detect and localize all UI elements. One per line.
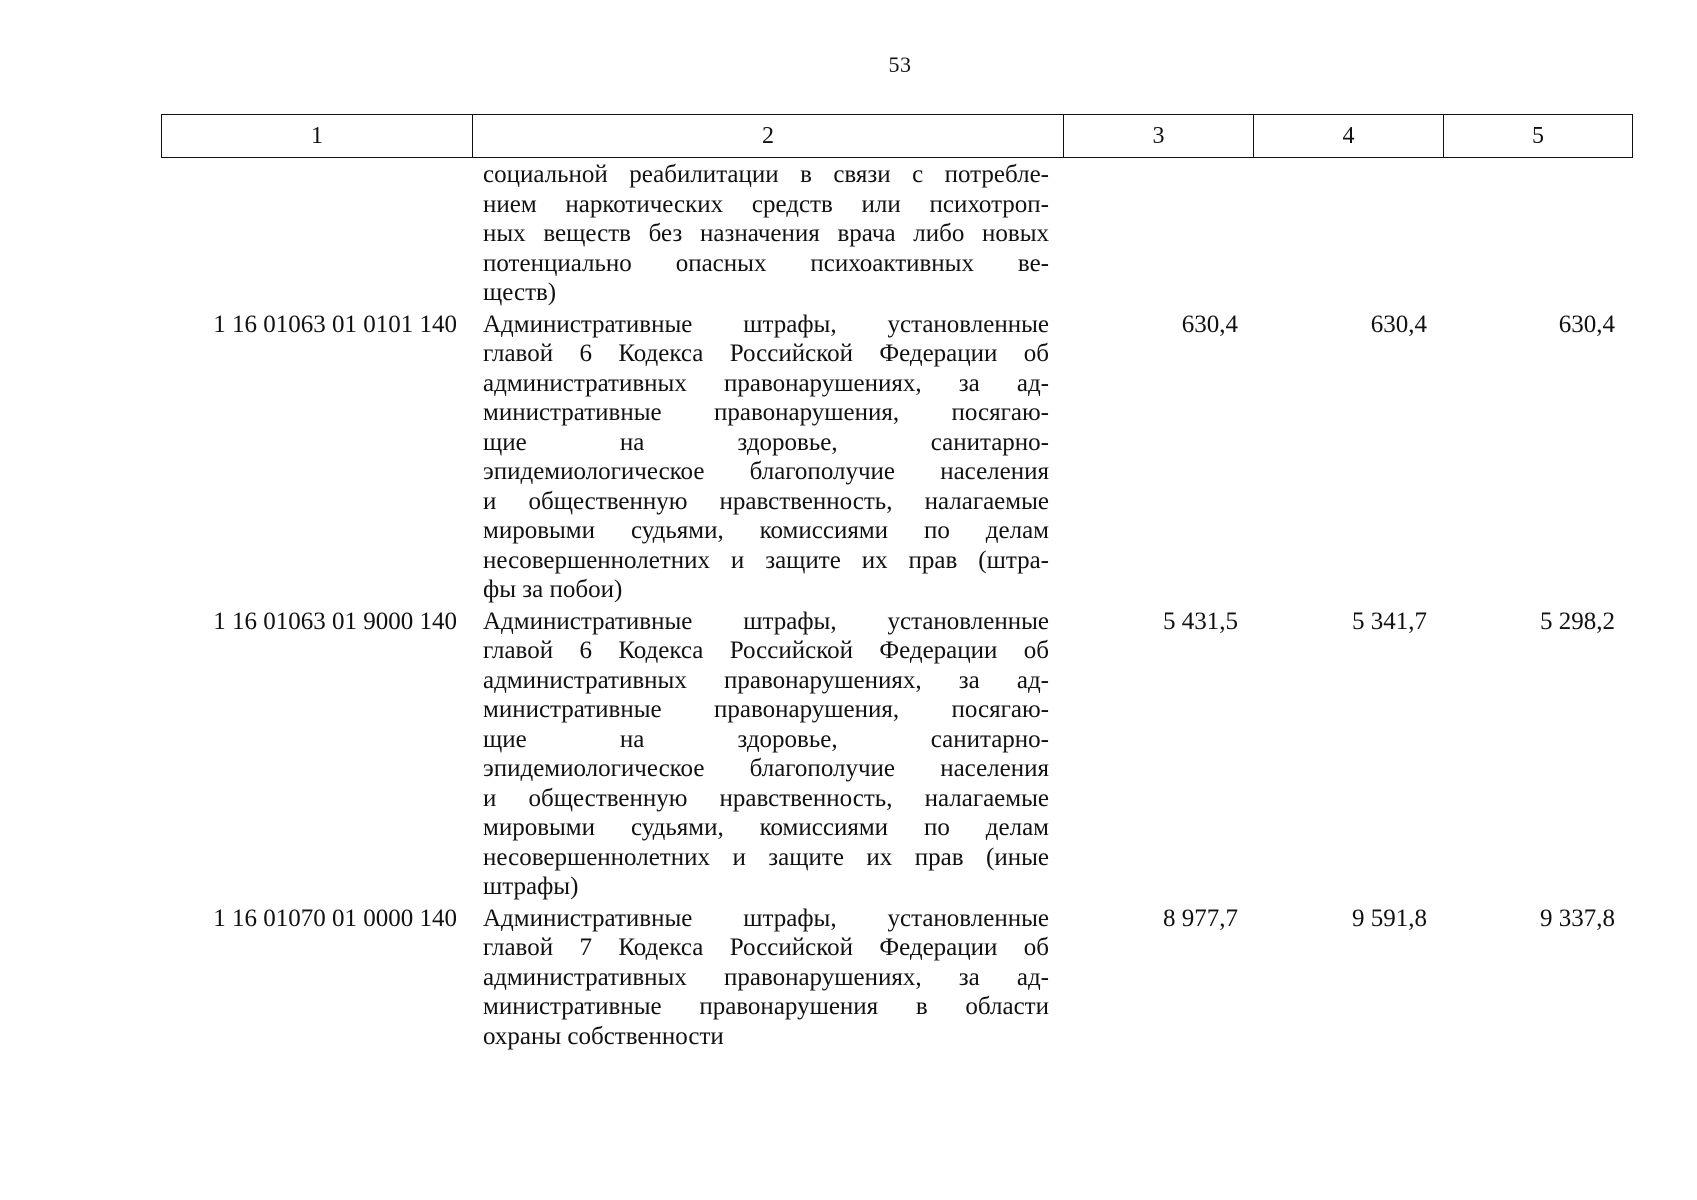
description-line: и общественную нравственность, налагаемые (483, 487, 1049, 515)
row-description (471, 310, 1061, 605)
value-col-3: 630,4 (1181, 310, 1238, 338)
value-col-4: 630,4 (1370, 310, 1427, 338)
page-number: 53 (888, 52, 912, 77)
description-line: главой 6 Кодекса Российской Федерации об (483, 340, 1049, 367)
description-line: штрафы) (483, 873, 579, 900)
description-line: министративные правонарушения, посягаю- (483, 399, 1049, 426)
table-row (161, 310, 1633, 605)
description-line: несовершеннолетних и защите их прав (иные (483, 843, 1049, 871)
table-row (161, 904, 1633, 1052)
value-col-4 (1250, 160, 1439, 308)
description-line: мировыми судьями, комиссиями по делам (483, 814, 1049, 841)
value-col-4: 9 591,8 (1352, 904, 1427, 932)
table-row (161, 607, 1633, 902)
header-col-5: 5 (1444, 115, 1633, 158)
description-line: административных правонарушениях, за ад- (483, 963, 1049, 991)
value-col-3 (1061, 160, 1250, 308)
description-line: щие на здоровье, санитарно- (483, 725, 1049, 753)
header-col-4: 4 (1254, 115, 1444, 158)
table-body (161, 160, 1633, 1051)
description-line: административных правонарушениях, за ад- (483, 666, 1049, 694)
description-line: ных веществ без назначения врача либо новых (483, 220, 1049, 247)
description-line: Административные штрафы, установленные (483, 310, 1049, 338)
description-line: ществ) (483, 279, 557, 306)
description-line: несовершеннолетних и защите их прав (штра- (483, 546, 1049, 574)
description-line: и общественную нравственность, налагаемые (483, 784, 1049, 812)
value-col-3: 5 431,5 (1163, 607, 1238, 635)
value-col-5: 5 298,2 (1540, 607, 1615, 635)
description-line: министративные правонарушения, посягаю- (483, 696, 1049, 723)
description-line: щие на здоровье, санитарно- (483, 428, 1049, 456)
table-header (161, 114, 1633, 158)
value-col-5: 630,4 (1558, 310, 1615, 338)
header-col-3: 3 (1064, 115, 1254, 158)
budget-code (161, 160, 471, 308)
description-line: социальной реабилитации в связи с потребле- (483, 161, 1049, 188)
value-col-5 (1439, 160, 1627, 308)
row-description (471, 904, 1061, 1052)
description-line: мировыми судьями, комиссиями по делам (483, 517, 1049, 544)
description-line: Административные штрафы, установленные (483, 904, 1049, 932)
description-line: главой 7 Кодекса Российской Федерации об (483, 934, 1049, 961)
description-line: Административные штрафы, установленные (483, 607, 1049, 635)
description-line: эпидемиологическое благополучие населения (483, 755, 1049, 782)
row-description (471, 607, 1061, 902)
header-col-2: 2 (473, 115, 1064, 158)
description-line: эпидемиологическое благополучие населения (483, 458, 1049, 485)
header-col-1: 1 (162, 115, 473, 158)
budget-code: 1 16 01063 01 9000 140 (213, 607, 457, 635)
value-col-3: 8 977,7 (1163, 904, 1238, 932)
value-col-5: 9 337,8 (1540, 904, 1615, 932)
description-line: охраны собственности (483, 1022, 724, 1050)
description-line: нием наркотических средств или психотроп- (483, 190, 1049, 218)
row-description (471, 160, 1061, 308)
table-row (161, 160, 1633, 308)
description-line: министративные правонарушения в области (483, 993, 1049, 1020)
description-line: главой 6 Кодекса Российской Федерации об (483, 637, 1049, 664)
value-col-4: 5 341,7 (1352, 607, 1427, 635)
budget-code: 1 16 01063 01 0101 140 (213, 310, 457, 338)
description-line: потенциально опасных психоактивных ве- (483, 249, 1049, 277)
description-line: административных правонарушениях, за ад- (483, 369, 1049, 397)
budget-code: 1 16 01070 01 0000 140 (213, 904, 457, 932)
description-line: фы за побои) (483, 576, 623, 603)
